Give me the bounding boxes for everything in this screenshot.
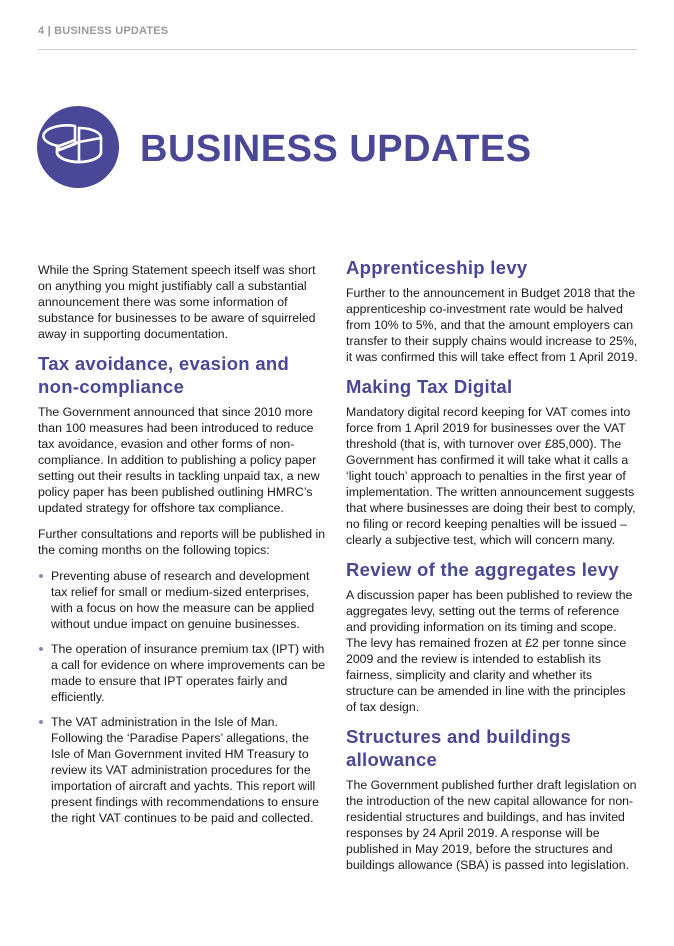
pie-chart-graphic <box>37 106 119 188</box>
bullet-icon <box>39 720 43 724</box>
list-item <box>38 714 328 826</box>
tax-paragraph-2: Further consultations and reports will be published in the coming months on the following topics: <box>38 527 326 557</box>
sba-paragraph: The Government published further draft legislation on the introduction of the new capital allowance for non-residential structures and buildings, and has invited responses by 24 April 2019. A response will be published in May 2019, before the structures and buildings allowance (SBA) is passed into legislation. <box>346 778 637 872</box>
section-heading-aggregates-levy: Review of the aggregates levy <box>346 559 619 580</box>
apprenticeship-paragraph: Further to the announcement in Budget 2018 that the apprenticeship co-investment rate would be halved from 10% to 5%, and that the amount employers can transfer to their supply chains would increase to 25%, it was confirmed this will take effect from 1 April 2019. <box>346 286 638 364</box>
bullet-icon <box>39 574 43 578</box>
running-head: 4 | BUSINESS UPDATES <box>38 25 169 37</box>
list-item <box>38 568 328 632</box>
right-column <box>346 256 638 873</box>
left-column <box>38 262 328 835</box>
section-heading-making-tax-digital: Making Tax Digital <box>346 376 513 397</box>
section-heading-tax-avoidance: Tax avoidance, evasion and non-compliance <box>38 353 290 397</box>
list-item-text: The operation of insurance premium tax (IPT) with a call for evidence on where improvements can be made to ensure that IPT operates fairly and efficiently. <box>51 642 326 704</box>
mtd-paragraph: Mandatory digital record keeping for VAT comes into force from 1 April 2019 for businesses over the VAT threshold (that is, with turnover over £85,000). The Government has confirmed it will take what it calls a ‘light touch’ approach to penalties in the first year of implementation. The written announcement suggests that where businesses are doing their best to comply, no filing or record keeping penalties will be issued – clearly a subjective test, which will concern many. <box>346 405 636 547</box>
section-heading-structures-buildings: Structures and buildings allowance <box>346 726 572 770</box>
list-item <box>38 641 328 705</box>
tax-paragraph-1: The Government announced that since 2010 more than 100 measures had been introduced to reduce tax avoidance, evasion and other forms of non-compliance. In addition to publishing a policy paper setting out their results in tackling unpaid tax, a new policy paper has been published outlining HMRC’s updated strategy for offshore tax compliance. <box>38 405 320 515</box>
page-title: BUSINESS UPDATES <box>140 128 532 170</box>
section-heading-apprenticeship-levy: Apprenticeship levy <box>346 257 528 278</box>
aggregates-paragraph: A discussion paper has been published to review the aggregates levy, setting out the terms of reference and providing information on its timing and scope. The levy has remained frozen at £2 per tonne since 2009 and the review is intended to establish its fairness, simplicity and clarity and whether its structure can be amended in line with the principles of tax design. <box>346 588 633 714</box>
bullet-icon <box>39 647 43 651</box>
header-divider <box>38 49 637 50</box>
topics-list <box>38 568 328 826</box>
pie-chart-icon <box>37 106 119 188</box>
list-item-text: Preventing abuse of research and development tax relief for small or medium-sized enterprises, with a focus on how the measure can be applied without undue impact on genuine businesses. <box>51 569 315 631</box>
list-item-text: The VAT administration in the Isle of Man. Following the ‘Paradise Papers’ allegations, the Isle of Man Government invited HM Treasury to review its VAT administration procedures for the importation of aircraft and yachts. This report will present findings with recommendations to ensure the right VAT continues to be paid and collected. <box>51 715 319 825</box>
intro-paragraph: While the Spring Statement speech itself was short on anything you might justifiably call a substantial announcement there was some information of substance for businesses to be aware of squirreled away in supporting documentation. <box>38 263 316 341</box>
